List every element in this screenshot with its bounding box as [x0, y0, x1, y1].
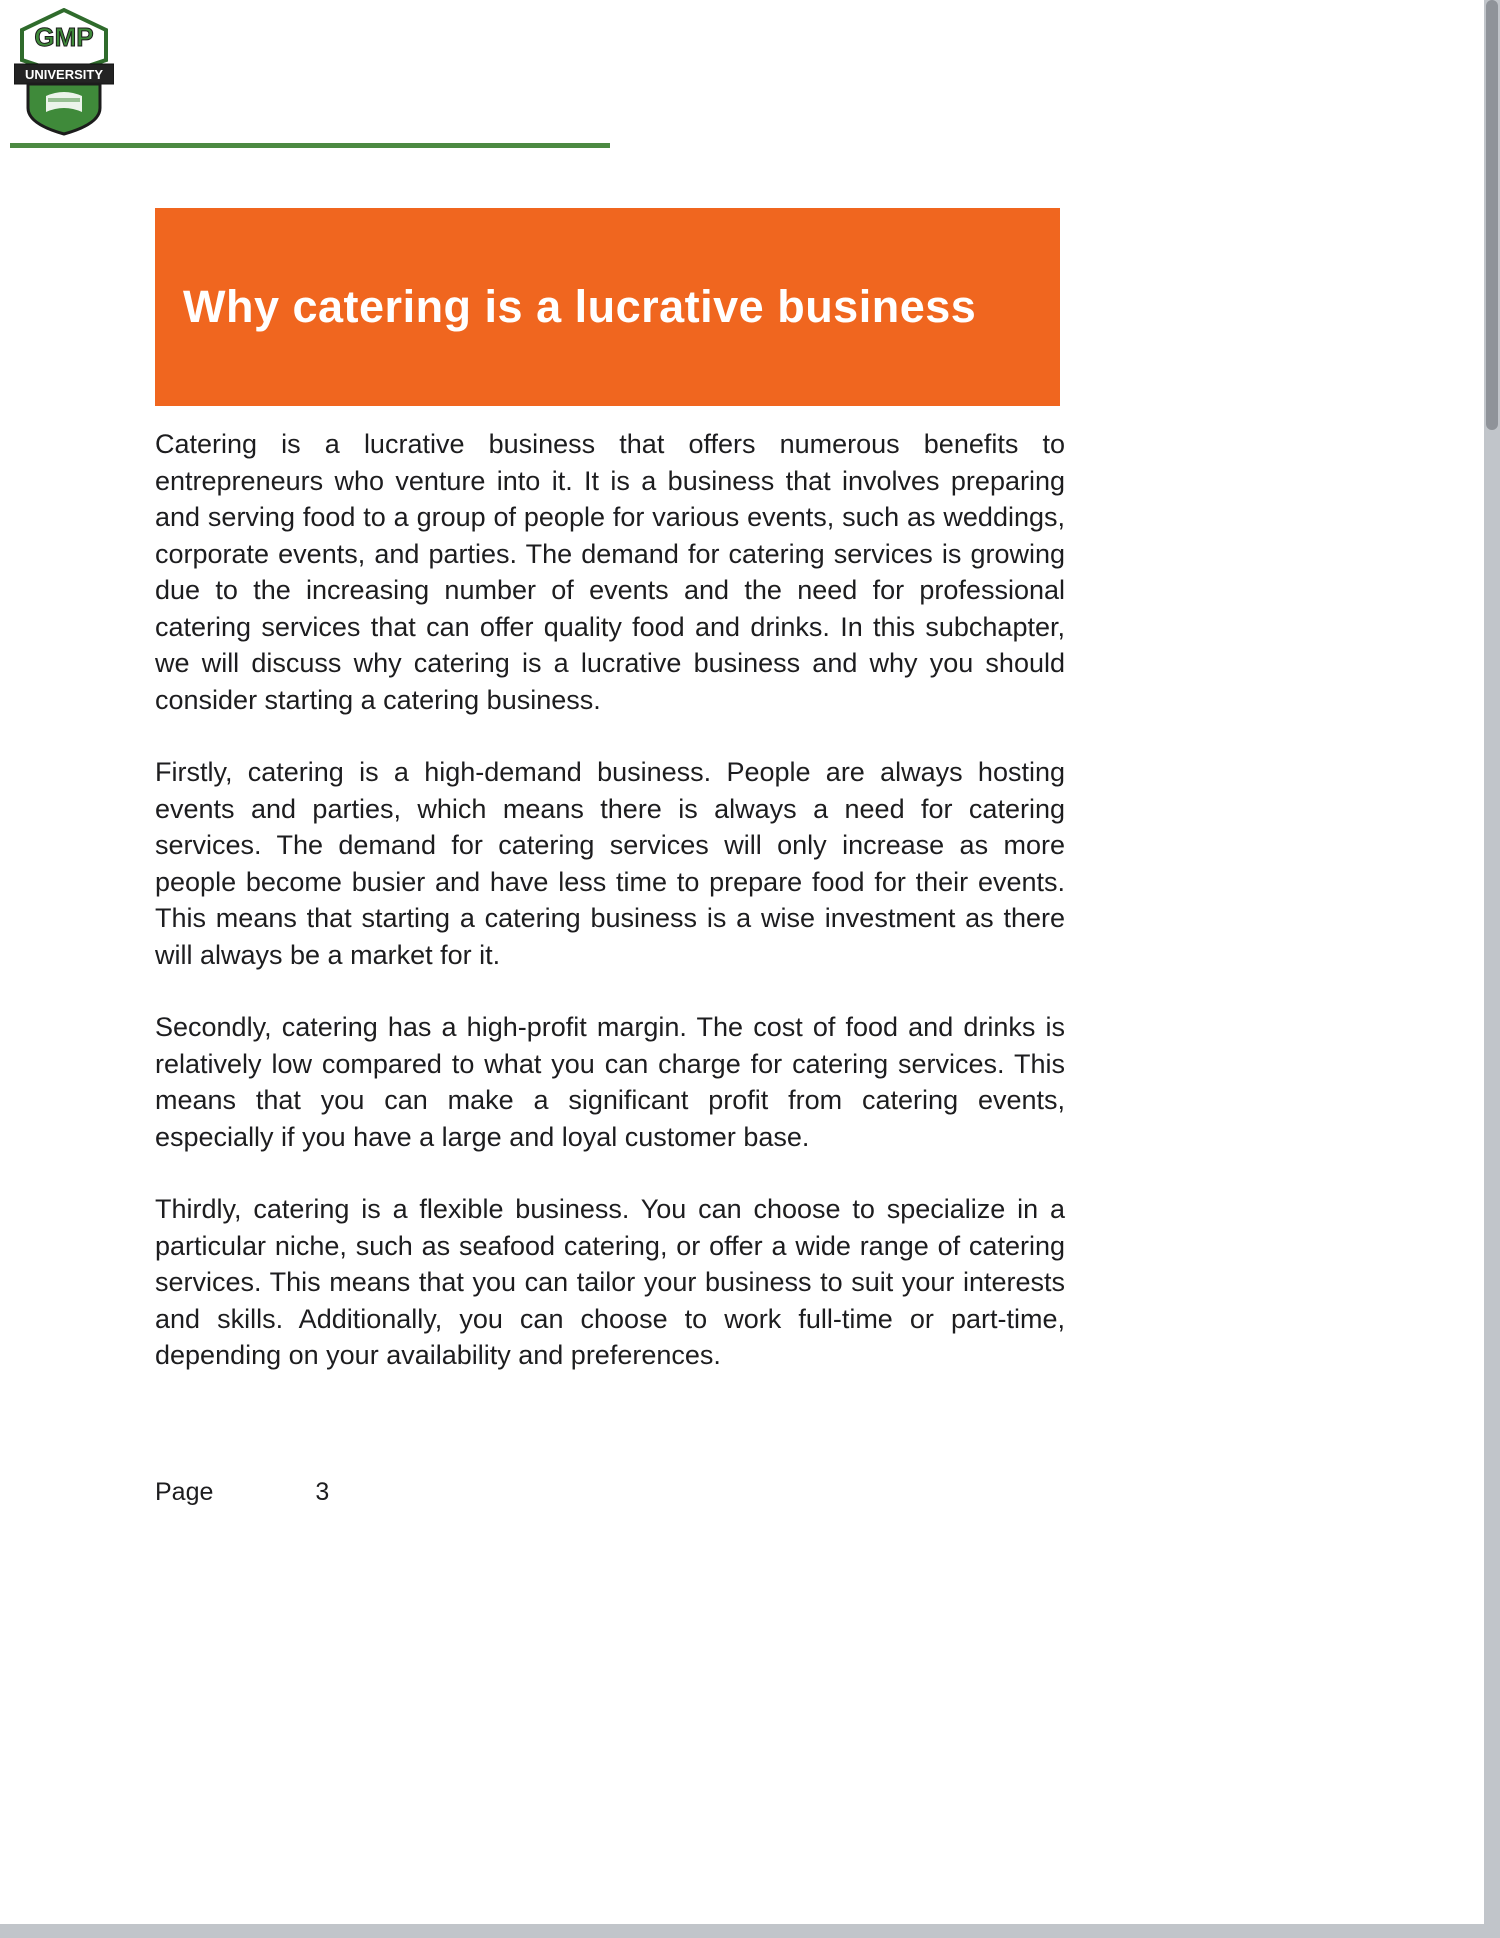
header-rule — [10, 143, 610, 148]
page-footer — [155, 1478, 1065, 1507]
horizontal-scrollbar[interactable] — [0, 1924, 1484, 1938]
svg-text:GMP: GMP — [34, 22, 94, 52]
vertical-scrollbar-thumb[interactable] — [1486, 0, 1498, 430]
footer-page-label: Page — [155, 1478, 214, 1506]
paragraph-1: Catering is a lucrative business that offers numerous benefits to entrepreneurs who venture into it. It is a business that involves preparing and serving food to a group of people for various events, such as weddings, corporate events, and parties. The demand for catering services is growing due to the increasing number of events and the need for professional catering services that can offer quality food and drinks. In this subchapter, we will discuss why catering is a lucrative business and why you should consider starting a catering business. — [155, 429, 1065, 715]
footer-page-number: 3 — [315, 1478, 330, 1506]
paragraph-2: Firstly, catering is a high-demand business. People are always hosting events and parties, which means there is always a need for catering services. The demand for catering services will only increase as more people become busier and have less time to prepare food for their events. This means that starting a catering business is a wise investment as there will always be a market for it. — [155, 757, 1065, 970]
vertical-scrollbar[interactable] — [1484, 0, 1500, 1938]
university-logo-graphic — [14, 8, 114, 136]
paragraph-4: Thirdly, catering is a flexible business. You can choose to specialize in a particular niche, such as seafood catering, or offer a wide range of catering services. This means that you can tailor your business to suit your interests and skills. Additionally, you can choose to work full-time or part-time, depending on your availability and preferences. — [155, 1194, 1065, 1370]
svg-text:UNIVERSITY: UNIVERSITY — [24, 67, 104, 82]
title-banner — [155, 208, 1060, 406]
paragraph-3: Secondly, catering has a high-profit margin. The cost of food and drinks is relatively low compared to what you can charge for catering services. This means that you can make a significant profit from catering events, especially if you have a large and loyal customer base. — [155, 1012, 1065, 1152]
page-title: Why catering is a lucrative business — [183, 281, 977, 332]
body-text — [155, 426, 1065, 1410]
university-logo — [14, 8, 114, 136]
